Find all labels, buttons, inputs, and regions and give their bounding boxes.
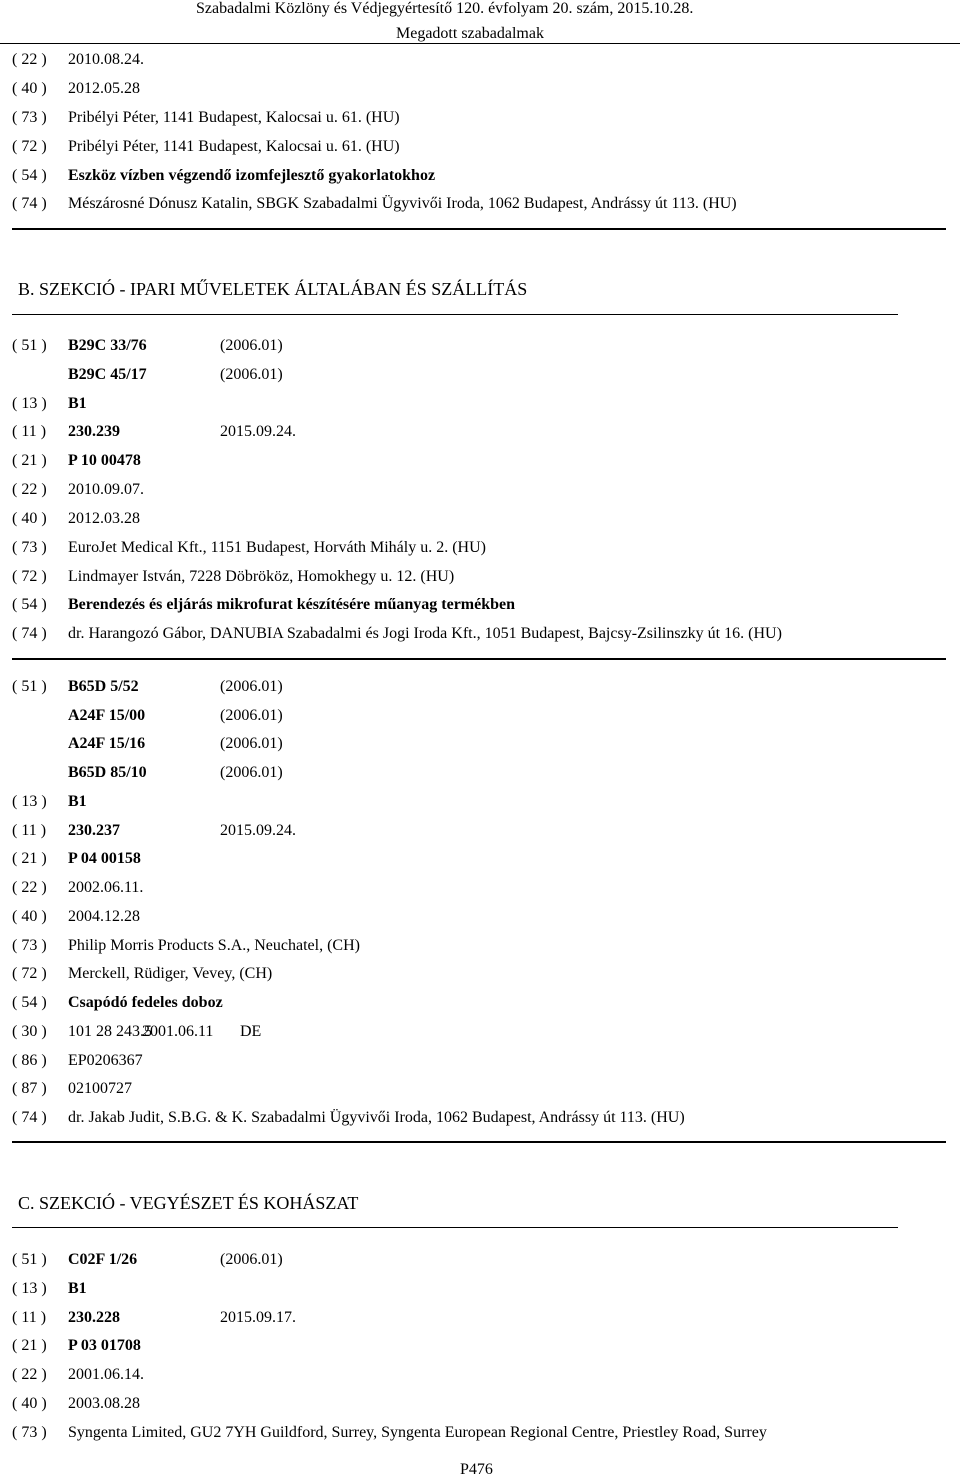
priority-country: DE [240, 1023, 262, 1040]
field-code: ( 87 ) [12, 1080, 47, 1097]
field-code: ( 11 ) [12, 423, 47, 440]
patent-number: 230.228 [68, 1309, 120, 1326]
field-code: ( 86 ) [12, 1052, 47, 1069]
grant-date: 2015.09.17. [220, 1309, 296, 1326]
ipc-version: (2006.01) [220, 707, 283, 724]
ipc-version: (2006.01) [220, 366, 283, 383]
field-value: Lindmayer István, 7228 Döbrököz, Homokhegy u. 12. (HU) [68, 568, 455, 585]
patent-title: Csapódó fedeles doboz [68, 994, 223, 1011]
field-value: EuroJet Medical Kft., 1151 Budapest, Horváth Mihály u. 2. (HU) [68, 539, 486, 556]
entry-separator [12, 1141, 946, 1143]
ipc-class: B29C 33/76 [68, 337, 147, 354]
field-value: 02100727 [68, 1080, 132, 1097]
entry-separator [12, 658, 946, 660]
field-value: Merckell, Rüdiger, Vevey, (CH) [68, 965, 273, 982]
field-code: ( 40 ) [12, 80, 47, 97]
grant-date: 2015.09.24. [220, 423, 296, 440]
ipc-version: (2006.01) [220, 764, 283, 781]
section-rule [12, 314, 898, 315]
field-value: Pribélyi Péter, 1141 Budapest, Kalocsai u. 61. (HU) [68, 109, 400, 126]
field-value: 2001.06.14. [68, 1366, 144, 1383]
field-value: 2002.06.11. [68, 879, 144, 896]
field-code: ( 40 ) [12, 510, 47, 527]
application-number: P 10 00478 [68, 452, 141, 469]
ipc-version: (2006.01) [220, 678, 283, 695]
field-value: Philip Morris Products S.A., Neuchatel, (CH) [68, 937, 360, 954]
field-code: ( 54 ) [12, 167, 47, 184]
field-code: ( 40 ) [12, 908, 47, 925]
journal-header: Szabadalmi Közlöny és Védjegyértesítő 120. évfolyam 20. szám, 2015.10.28. [196, 0, 694, 17]
field-value: B1 [68, 793, 87, 810]
application-number: P 04 00158 [68, 850, 141, 867]
field-code: ( 54 ) [12, 596, 47, 613]
field-value: 2012.03.28 [68, 510, 140, 527]
entry-separator [12, 228, 946, 230]
field-value: dr. Jakab Judit, S.B.G. & K. Szabadalmi Ügyvivői Iroda, 1062 Budapest, Andrássy út 113. (HU) [68, 1109, 685, 1126]
field-code: ( 21 ) [12, 850, 47, 867]
field-value: 2003.08.28 [68, 1395, 140, 1412]
ipc-class: B29C 45/17 [68, 366, 147, 383]
field-code: ( 72 ) [12, 568, 47, 585]
section-title: C. SZEKCIÓ - VEGYÉSZET ÉS KOHÁSZAT [18, 1193, 359, 1213]
field-code: ( 11 ) [12, 822, 47, 839]
section-title: B. SZEKCIÓ - IPARI MŰVELETEK ÁLTALÁBAN ÉS SZÁLLÍTÁS [18, 279, 528, 299]
grant-date: 2015.09.24. [220, 822, 296, 839]
ipc-version: (2006.01) [220, 735, 283, 752]
ipc-class: C02F 1/26 [68, 1251, 138, 1268]
ipc-class: A24F 15/16 [68, 735, 146, 752]
field-code: ( 22 ) [12, 51, 47, 68]
field-code: ( 30 ) [12, 1023, 47, 1040]
ipc-class: A24F 15/00 [68, 707, 146, 724]
field-code: ( 13 ) [12, 1280, 47, 1297]
field-code: ( 72 ) [12, 965, 47, 982]
field-code: ( 13 ) [12, 395, 47, 412]
field-code: ( 51 ) [12, 337, 47, 354]
field-value: dr. Harangozó Gábor, DANUBIA Szabadalmi és Jogi Iroda Kft., 1051 Budapest, Bajcsy-Zsilinszky út 16. (HU) [68, 625, 782, 642]
ipc-class: B65D 85/10 [68, 764, 147, 781]
field-code: ( 74 ) [12, 195, 47, 212]
patent-title: Eszköz vízben végzendő izomfejlesztő gyakorlatokhoz [68, 167, 436, 184]
ipc-class: B65D 5/52 [68, 678, 139, 695]
field-code: ( 51 ) [12, 678, 47, 695]
field-code: ( 11 ) [12, 1309, 47, 1326]
field-value: B1 [68, 395, 87, 412]
page-number: P476 [460, 1461, 493, 1478]
field-value: 2010.08.24. [68, 51, 144, 68]
field-code: ( 73 ) [12, 1424, 47, 1441]
ipc-version: (2006.01) [220, 337, 283, 354]
field-value: 2004.12.28 [68, 908, 140, 925]
journal-subheader: Megadott szabadalmak [396, 25, 544, 42]
field-code: ( 51 ) [12, 1251, 47, 1268]
field-code: ( 73 ) [12, 109, 47, 126]
field-code: ( 22 ) [12, 1366, 47, 1383]
priority-number: 101 28 243.5 [68, 1023, 152, 1040]
field-value: Syngenta Limited, GU2 7YH Guildford, Surrey, Syngenta European Regional Centre, Priestley Road, Surrey [68, 1424, 767, 1441]
patent-number: 230.237 [68, 822, 120, 839]
field-code: ( 73 ) [12, 539, 47, 556]
field-code: ( 74 ) [12, 625, 47, 642]
field-code: ( 40 ) [12, 1395, 47, 1412]
field-code: ( 54 ) [12, 994, 47, 1011]
field-code: ( 22 ) [12, 481, 47, 498]
ipc-version: (2006.01) [220, 1251, 283, 1268]
field-code: ( 13 ) [12, 793, 47, 810]
field-code: ( 21 ) [12, 452, 47, 469]
field-code: ( 74 ) [12, 1109, 47, 1126]
header-rule [0, 43, 960, 44]
field-value: EP0206367 [68, 1052, 143, 1069]
field-value: 2010.09.07. [68, 481, 144, 498]
field-code: ( 72 ) [12, 138, 47, 155]
field-value: B1 [68, 1280, 87, 1297]
field-value: Pribélyi Péter, 1141 Budapest, Kalocsai u. 61. (HU) [68, 138, 400, 155]
priority-date: 2001.06.11 [142, 1023, 214, 1040]
field-code: ( 21 ) [12, 1337, 47, 1354]
field-code: ( 73 ) [12, 937, 47, 954]
patent-title: Berendezés és eljárás mikrofurat készítésére műanyag termékben [68, 596, 516, 613]
field-value: Mészárosné Dónusz Katalin, SBGK Szabadalmi Ügyvivői Iroda, 1062 Budapest, Andrássy út 113. (HU) [68, 195, 737, 212]
application-number: P 03 01708 [68, 1337, 141, 1354]
patent-number: 230.239 [68, 423, 120, 440]
field-code: ( 22 ) [12, 879, 47, 896]
field-value: 2012.05.28 [68, 80, 140, 97]
section-rule [12, 1227, 898, 1228]
